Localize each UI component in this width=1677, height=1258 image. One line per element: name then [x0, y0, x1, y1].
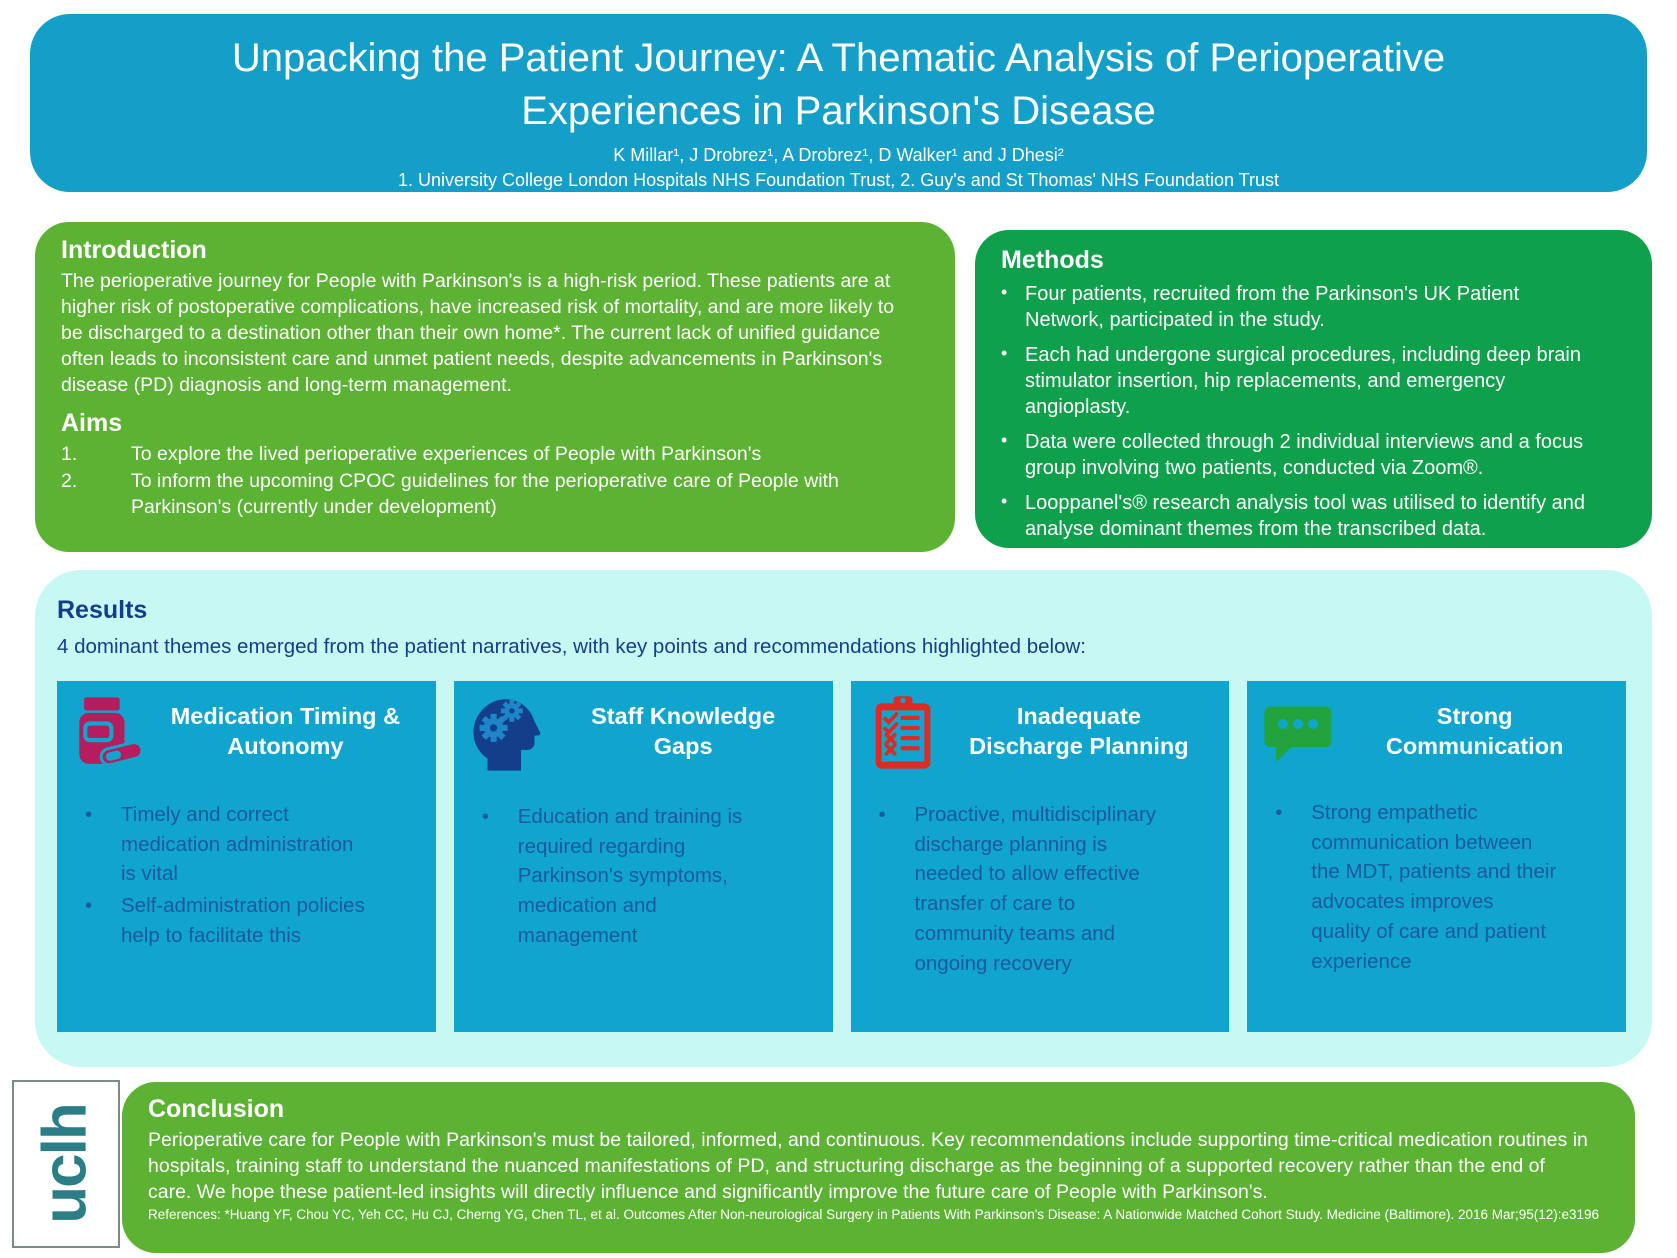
aim-item — [61, 469, 891, 520]
discharge-checklist-icon — [865, 695, 941, 776]
aims-list — [61, 442, 929, 521]
methods-panel — [975, 230, 1652, 548]
theme-card-title: Inadequate Discharge Planning — [969, 703, 1189, 760]
introduction-heading: Introduction — [61, 236, 207, 264]
card-title-wrap — [1335, 695, 1614, 761]
card-header — [1261, 695, 1614, 774]
theme-card-bullet-text: • Education and training is required regarding Parkinson's symptoms, medication and management — [517, 805, 743, 947]
card-header — [865, 695, 1218, 776]
theme-card-bullets — [1261, 798, 1614, 976]
affiliations-line: 1. University College London Hospitals NHS Foundation Trust, 2. Guy's and St Thomas' NHS Foundation Trust — [398, 169, 1279, 190]
references-line: References: *Huang YF, Chou YC, Yeh CC, Hu CJ, Cherng YG, Chen TL, et al. Outcomes After Non-neurological Surgery in Patients With Parkinson's Disease: A Nationwide Matched Cohort Study. Medicine (Baltimore). 2016 Mar;95(12):e3196 — [148, 1206, 1600, 1222]
methods-bullet — [1001, 342, 1601, 420]
poster-header — [30, 14, 1647, 192]
introduction-body: The perioperative journey for People with Parkinson's is a high-risk period. These patients are at higher risk of postoperative complications, have increased risk of mortality, and are more likely to be discharged to a destination other than their own home*. The current lack of unified guidance often leads to inconsistent care and unmet patient needs, despite advancements in Parkinson's disease (PD) diagnosis and long-term management. — [61, 270, 895, 396]
conclusion-heading: Conclusion — [148, 1095, 285, 1123]
aim-number: 2. — [61, 470, 78, 493]
theme-card-title: Strong Communication — [1385, 703, 1564, 760]
card-title-wrap — [546, 695, 821, 761]
theme-card-medication-timing — [57, 681, 436, 1032]
theme-card-bullets — [865, 800, 1218, 978]
conclusion-panel — [122, 1082, 1635, 1253]
theme-card-bullet-text: • Timely and correct medication administration is vital — [121, 803, 354, 886]
head-gears-icon — [468, 695, 546, 778]
conclusion-body: Perioperative care for People with Parkinson's must be tailored, informed, and continuous. Key recommendations include supporting time-critical medication routines in hospitals, training staff to understand the nuanced manifestations of PD, and structuring discharge as the beginning of a supported recovery rather than the end of care. We hope these patient-led insights will directly influence and significantly improve the future care of People with Parkinson's. — [148, 1129, 1588, 1203]
introduction-panel — [35, 222, 955, 552]
methods-list — [1001, 281, 1624, 542]
card-header — [71, 695, 424, 776]
theme-card-bullet — [79, 800, 368, 889]
aims-heading: Aims — [61, 408, 123, 437]
introduction-content — [35, 222, 955, 521]
theme-card-strong-communication — [1247, 681, 1626, 1032]
poster-title: Unpacking the Patient Journey: A Thematic Analysis of Perioperative Experiences in Parkinson's Disease — [231, 36, 1446, 133]
theme-card-discharge-planning — [851, 681, 1230, 1032]
aim-number: 1. — [61, 442, 78, 465]
results-panel — [35, 570, 1652, 1067]
aim-text: To explore the lived perioperative experiences of People with Parkinson's — [131, 442, 762, 465]
results-subtitle: 4 dominant themes emerged from the patient narratives, with key points and recommendations highlighted below: — [57, 635, 1086, 658]
uclh-logo-text: uclh — [31, 1104, 101, 1224]
theme-card-bullet-text: • Proactive, multidisciplinary discharge planning is needed to allow effective transfer of care to community teams and ongoing recovery — [914, 803, 1157, 975]
theme-card-staff-knowledge — [454, 681, 833, 1032]
methods-bullet — [1001, 429, 1601, 481]
theme-card-title: Staff Knowledge Gaps — [591, 703, 776, 760]
card-title-wrap — [941, 695, 1218, 761]
pill-bottle-icon — [71, 695, 147, 776]
theme-card-bullets — [468, 802, 821, 951]
methods-bullet — [1001, 490, 1601, 542]
authors-line: K Millar¹, J Drobrez¹, A Drobrez¹, D Walker¹ and J Dhesi² — [613, 144, 1064, 165]
aim-text: To inform the upcoming CPOC guidelines for the perioperative care of People with Parkinson's (currently under development) — [131, 470, 839, 519]
theme-card-bullet — [79, 891, 368, 950]
theme-card-bullet — [873, 800, 1162, 978]
card-header — [468, 695, 821, 778]
theme-card-title: Medication Timing & Autonomy — [170, 703, 401, 760]
aim-item — [61, 442, 891, 468]
results-heading: Results — [57, 596, 148, 624]
uclh-logo — [12, 1080, 120, 1248]
methods-bullet-text: • Each had undergone surgical procedures, including deep brain stimulator insertion, hip replacements, and emergency angioplasty. — [1025, 344, 1581, 418]
chat-bubble-icon — [1261, 695, 1335, 774]
theme-card-bullet — [1269, 798, 1558, 976]
methods-bullet — [1001, 281, 1601, 333]
theme-card-bullet — [476, 802, 765, 951]
theme-card-bullets — [71, 800, 424, 951]
theme-card-bullet-text: • Self-administration policies help to facilitate this — [121, 894, 365, 947]
methods-bullet-text: • Data were collected through 2 individual interviews and a focus group involving two patients, conducted via Zoom®. — [1025, 431, 1584, 479]
methods-heading: Methods — [1001, 246, 1104, 274]
methods-bullet-text: • Looppanel's® research analysis tool was utilised to identify and analyse dominant themes from the transcribed data. — [1025, 492, 1585, 540]
theme-card-bullet-text: • Strong empathetic communication between the MDT, patients and their advocates improves quality of care and patient experience — [1311, 801, 1557, 973]
theme-cards-row — [57, 681, 1626, 1032]
methods-bullet-text: • Four patients, recruited from the Parkinson's UK Patient Network, participated in the study. — [1025, 283, 1520, 331]
card-title-wrap — [147, 695, 424, 761]
